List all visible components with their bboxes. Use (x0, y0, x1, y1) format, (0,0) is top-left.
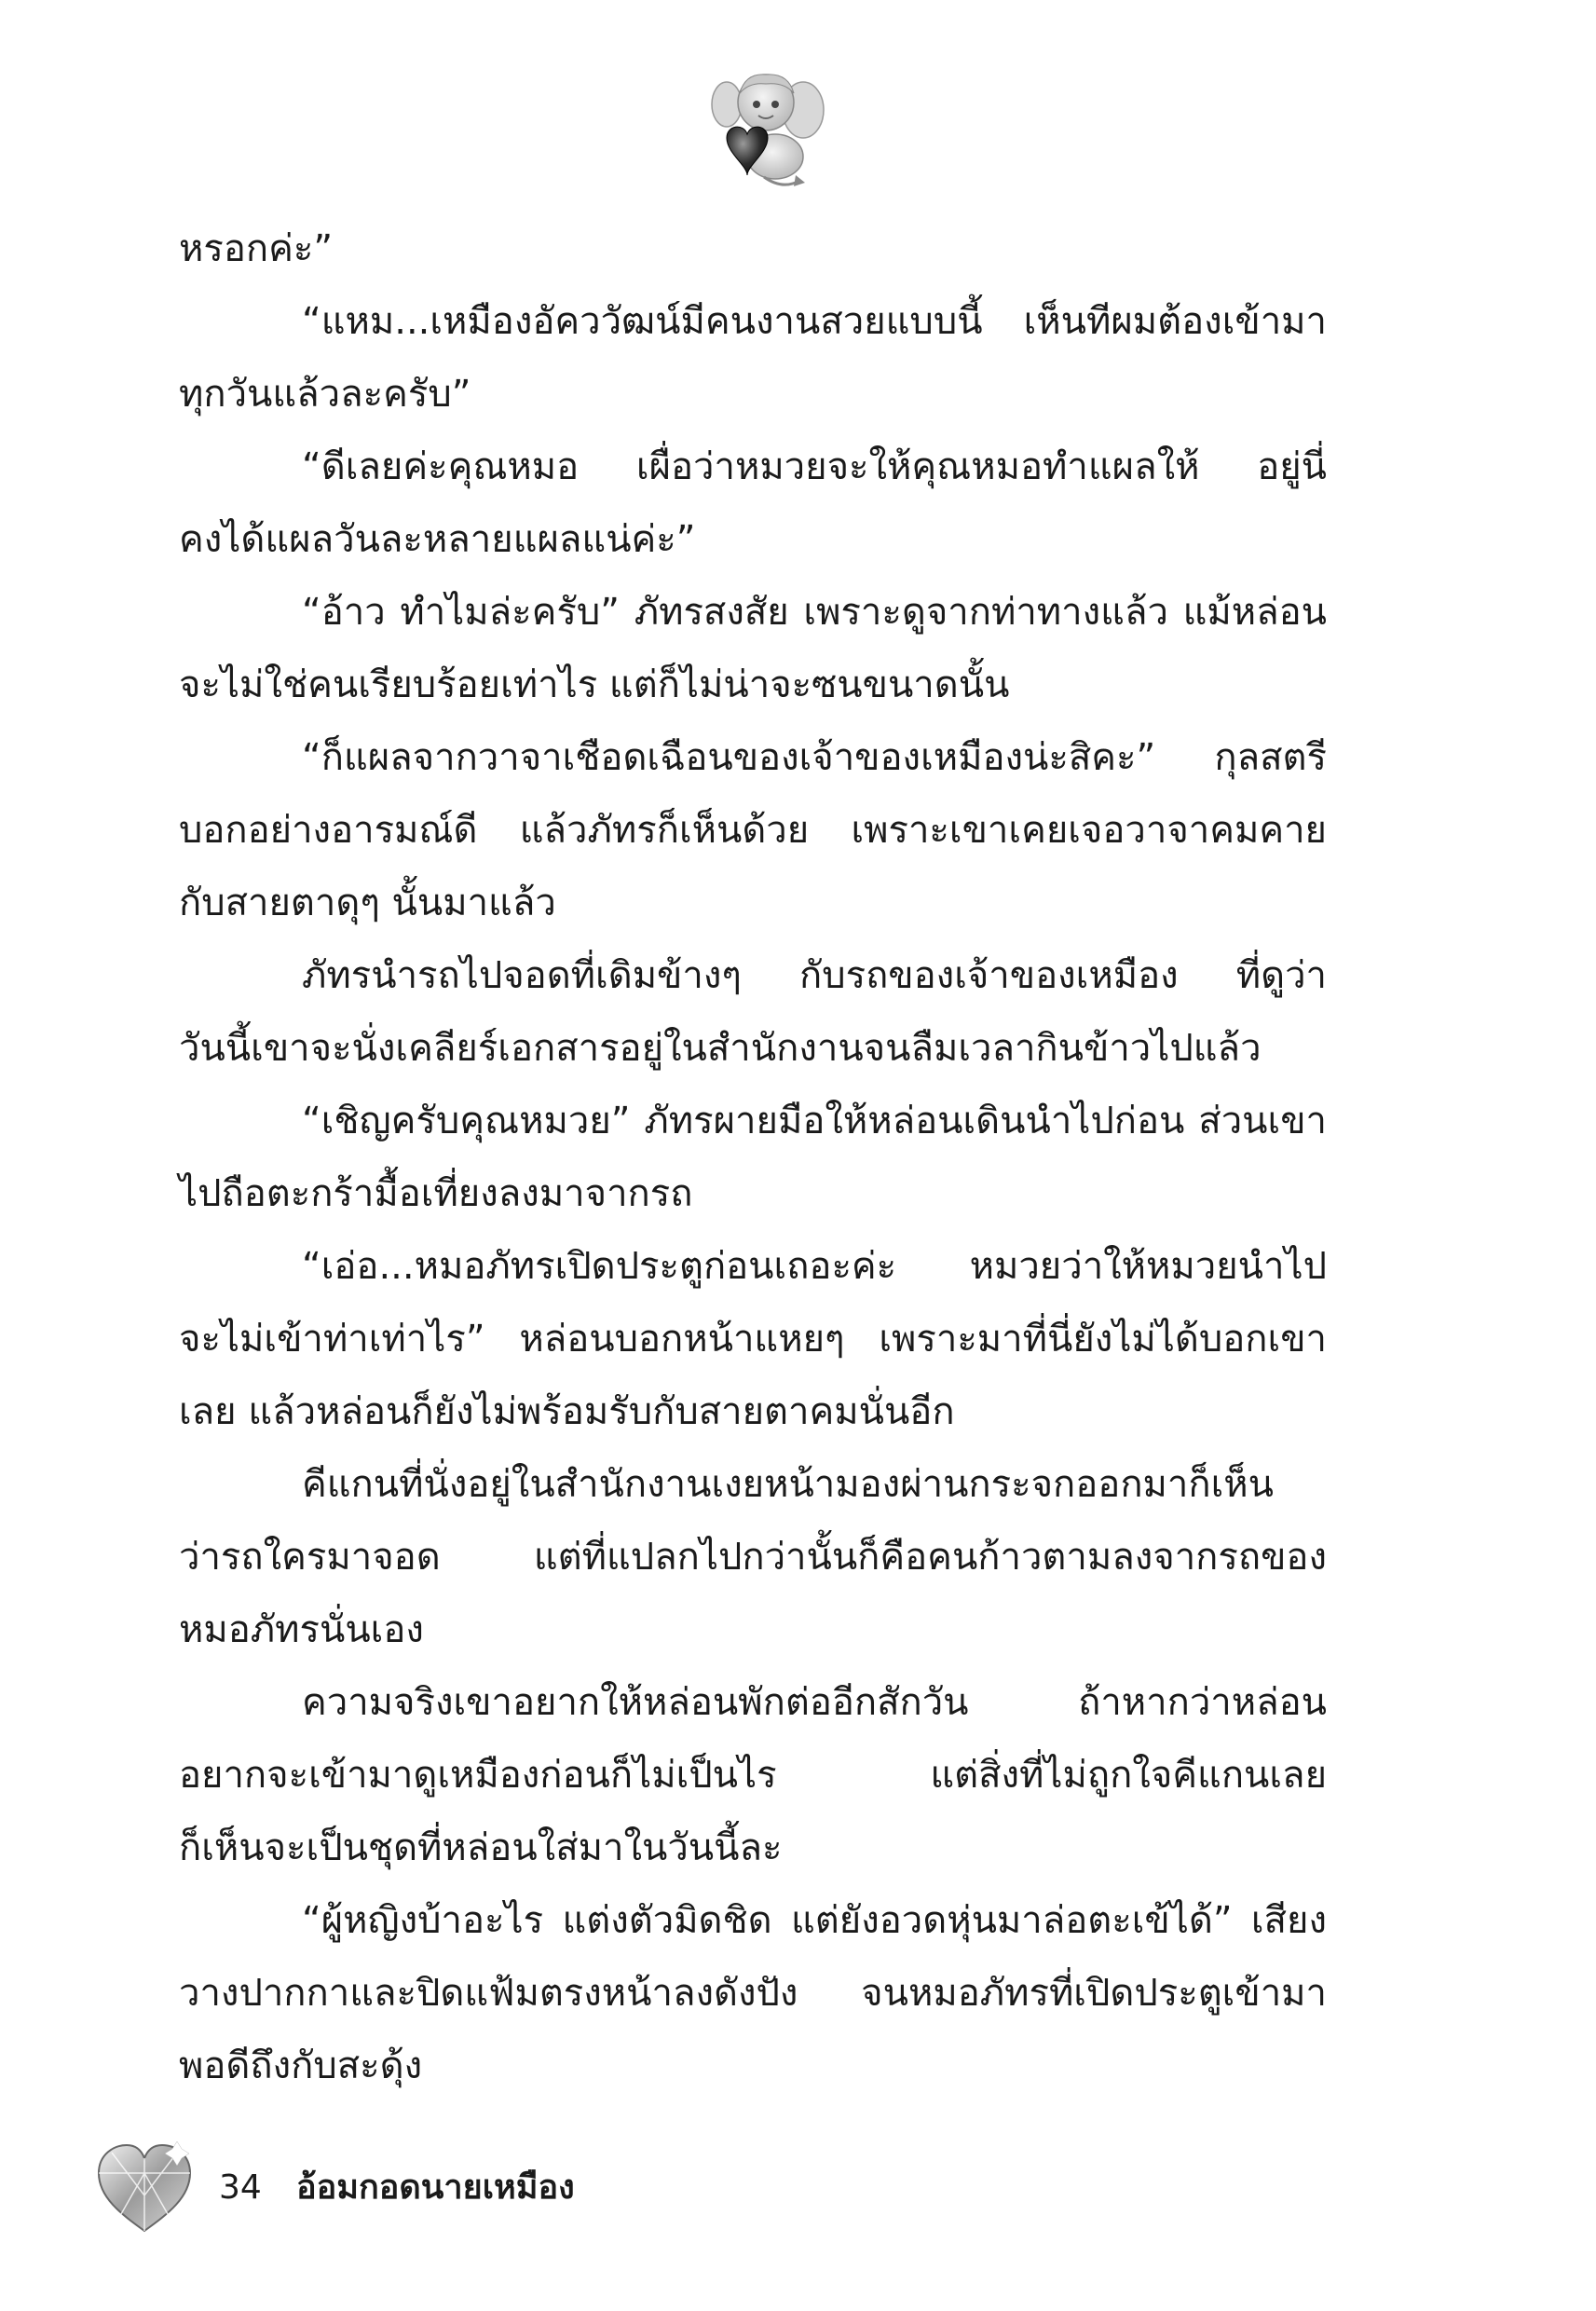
text-line: จะไม่เข้าท่าเท่าไร” หล่อนบอกหน้าแหยๆ เพราะมาที่นี่ยังไม่ได้บอกเขา (179, 1318, 1327, 1361)
cherub-holding-heart-icon (699, 65, 829, 196)
text-line: บอกอย่างอารมณ์ดี แล้วภัทรก็เห็นด้วย เพราะเขาเคยเจอวาจาคมคาย (179, 809, 1327, 852)
text-line: “ก็แผลจากวาจาเชือดเฉือนของเจ้าของเหมืองน่ะสิคะ” กุลสตรี (302, 736, 1327, 779)
text-line: “เชิญครับคุณหมวย” ภัทรผายมือให้หล่อนเดินนำไปก่อน ส่วนเขา (302, 1100, 1327, 1142)
book-title: อ้อมกอดนายเหมือง (296, 2168, 575, 2207)
text-line: ไปถือตะกร้ามื้อเที่ยงลงมาจากรถ (179, 1172, 693, 1215)
text-line: กับสายตาดุๆ นั้นมาแล้ว (179, 882, 556, 924)
page-footer (93, 2140, 745, 2242)
text-line: ก็เห็นจะเป็นชุดที่หล่อนใส่มาในวันนี้ละ (179, 1826, 783, 1869)
text-line: อยากจะเข้ามาดูเหมืองก่อนก็ไม่เป็นไร แต่สิ่งที่ไม่ถูกใจคีแกนเลย (179, 1754, 1327, 1797)
text-line: พอดีถึงกับสะดุ้ง (179, 2044, 423, 2087)
diamond-heart-icon (93, 2140, 196, 2237)
text-line: ทุกวันแล้วละครับ” (179, 373, 471, 416)
text-line: คงได้แผลวันละหลายแผลแน่ค่ะ” (179, 518, 696, 561)
text-line: วางปากกาและปิดแฟ้มตรงหน้าลงดังปัง จนหมอภัทรที่เปิดประตูเข้ามา (179, 1972, 1327, 2015)
text-line: “อ้าว ทำไมล่ะครับ” ภัทรสงสัย เพราะดูจากท่าทางแล้ว แม้หล่อน (302, 591, 1327, 634)
text-line: ภัทรนำรถไปจอดที่เดิมข้างๆ กับรถของเจ้าของเหมือง ที่ดูว่า (302, 954, 1327, 997)
text-line: ว่ารถใครมาจอด แต่ที่แปลกไปกว่านั้นก็คือคนก้าวตามลงจากรถของ (179, 1536, 1327, 1579)
text-line: “แหม...เหมืองอัคววัฒน์มีคนงานสวยแบบนี้ เห็นทีผมต้องเข้ามา (302, 300, 1327, 343)
text-line: หรอกค่ะ” (179, 227, 334, 270)
text-line: เลย แล้วหล่อนก็ยังไม่พร้อมรับกับสายตาคมนั่นอีก (179, 1390, 955, 1433)
text-line: “ผู้หญิงบ้าอะไร แต่งตัวมิดชิด แต่ยังอวดหุ่นมาล่อตะเข้ได้” เสียง (302, 1899, 1327, 1942)
text-line: ความจริงเขาอยากให้หล่อนพักต่ออีกสักวัน ถ้าหากว่าหล่อน (302, 1681, 1327, 1724)
body-text (179, 212, 1327, 2102)
text-line: จะไม่ใช่คนเรียบร้อยเท่าไร แต่ก็ไม่น่าจะซนขนาดนั้น (179, 663, 1010, 706)
text-line: วันนี้เขาจะนั่งเคลียร์เอกสารอยู่ในสำนักงานจนลืมเวลากินข้าวไปแล้ว (179, 1027, 1262, 1070)
page-number: 34 (219, 2168, 262, 2207)
text-line: “ดีเลยค่ะคุณหมอ เผื่อว่าหมวยจะให้คุณหมอทำแผลให้ อยู่นี่ (302, 445, 1327, 488)
text-line: คีแกนที่นั่งอยู่ในสำนักงานเงยหน้ามองผ่านกระจกออกมาก็เห็น (302, 1463, 1274, 1506)
text-line: หมอภัทรนั่นเอง (179, 1608, 424, 1651)
text-line: “เอ่อ...หมอภัทรเปิดประตูก่อนเถอะค่ะ หมวยว่าให้หมวยนำไป (302, 1245, 1327, 1288)
